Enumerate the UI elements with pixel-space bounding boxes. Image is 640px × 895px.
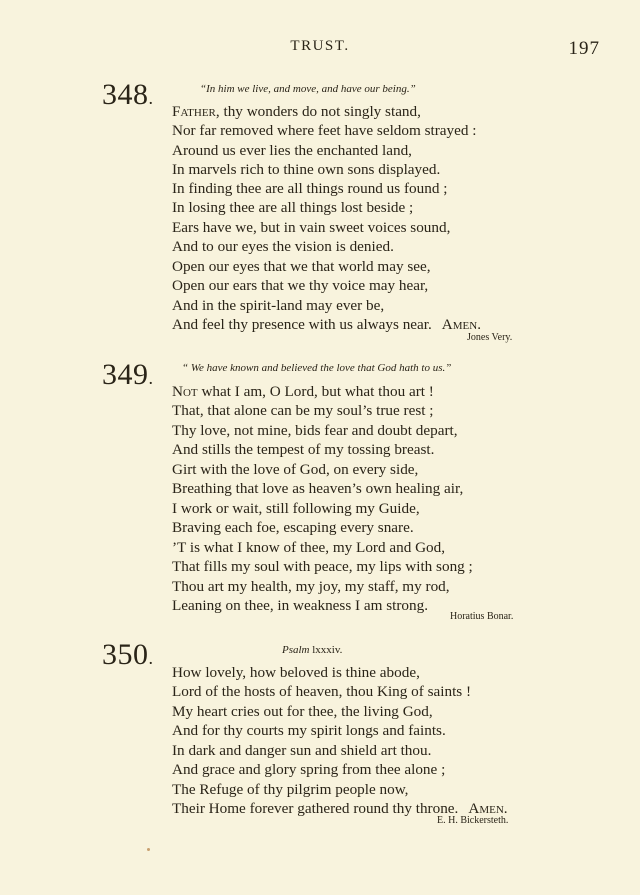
stanza-1 bbox=[172, 382, 458, 459]
attribution: E. H. Bickersteth. bbox=[437, 815, 509, 826]
verse-line: Not what I am, O Lord, but what thou art ! bbox=[172, 383, 434, 400]
verse-line: And for thy courts my spirit longs and faints. bbox=[172, 721, 446, 739]
verse-line: How lovely, how beloved is thine abode, bbox=[172, 664, 420, 681]
hymn-number: 349. bbox=[102, 358, 154, 391]
hymn-number: 350. bbox=[102, 638, 154, 671]
amen: Amen. bbox=[441, 315, 482, 333]
verse-line: And to our eyes the vision is denied. bbox=[172, 237, 394, 255]
running-title: TRUST. bbox=[290, 38, 350, 54]
verse-line: And grace and glory spring from thee alone ; bbox=[172, 761, 446, 779]
epigraph: “In him we live, and move, and have our being.” bbox=[200, 83, 416, 95]
verse-line: Leaning on thee, in weakness I am strong. bbox=[172, 596, 429, 614]
verse-line: And feel thy presence with us always near. Amen. bbox=[172, 315, 482, 333]
epigraph: “ We have known and believed the love that God hath to us.” bbox=[182, 362, 452, 374]
verse-line: Around us ever lies the enchanted land, bbox=[172, 141, 412, 159]
stanza-1 bbox=[172, 102, 476, 179]
amen: Amen. bbox=[468, 799, 508, 817]
verse-line: In dark and danger sun and shield art thou. bbox=[172, 742, 432, 759]
verse-line: Ears have we, but in vain sweet voices sound, bbox=[172, 218, 451, 236]
verse-line: Breathing that love as heaven’s own healing air, bbox=[172, 480, 464, 498]
verse-line: And in the spirit-land may ever be, bbox=[172, 296, 385, 314]
verse-line: In losing thee are all things lost beside ; bbox=[172, 199, 414, 217]
verse-line: Nor far removed where feet have seldom strayed : bbox=[172, 122, 477, 140]
verse-line: Girt with the love of God, on every side, bbox=[172, 461, 419, 478]
hymn-number: 348. bbox=[102, 78, 154, 111]
verse-line: In finding thee are all things round us found ; bbox=[172, 180, 448, 197]
verse-line: Thy love, not mine, bids fear and doubt depart, bbox=[172, 421, 458, 439]
verse-line: Lord of the hosts of heaven, thou King of saints ! bbox=[172, 683, 472, 701]
verse-line: Thou art my health, my joy, my staff, my rod, bbox=[172, 577, 450, 595]
stanza-1 bbox=[172, 663, 471, 740]
verse-line: Father, thy wonders do not singly stand, bbox=[172, 103, 421, 120]
verse-line: That, that alone can be my soul’s true rest ; bbox=[172, 402, 434, 420]
stanza-3 bbox=[172, 257, 481, 334]
verse-line: Braving each foe, escaping every snare. bbox=[172, 518, 414, 536]
verse-line: ’T is what I know of thee, my Lord and God, bbox=[172, 539, 446, 556]
paper-speck bbox=[147, 848, 150, 851]
stanza-2 bbox=[172, 460, 463, 537]
verse-line: And stills the tempest of my tossing breast. bbox=[172, 440, 435, 458]
verse-line: Open our ears that we thy voice may hear, bbox=[172, 277, 429, 295]
verse-line: I work or wait, still following my Guide, bbox=[172, 499, 420, 517]
attribution: Jones Very. bbox=[467, 332, 513, 343]
verse-line: In marvels rich to thine own sons displayed. bbox=[172, 160, 441, 178]
verse-line: My heart cries out for thee, the living God, bbox=[172, 702, 433, 720]
stanza-2 bbox=[172, 741, 508, 818]
page-number: 197 bbox=[568, 38, 600, 59]
verse-line: Their Home forever gathered round thy throne. Amen. bbox=[172, 799, 508, 817]
epigraph: Psalm lxxxiv. bbox=[282, 644, 343, 656]
verse-line: That fills my soul with peace, my lips with song ; bbox=[172, 558, 473, 576]
stanza-2 bbox=[172, 179, 450, 256]
verse-line: Open our eyes that we that world may see, bbox=[172, 258, 431, 275]
stanza-3 bbox=[172, 538, 473, 615]
verse-line: The Refuge of thy pilgrim people now, bbox=[172, 780, 409, 798]
attribution: Horatius Bonar. bbox=[450, 611, 514, 622]
